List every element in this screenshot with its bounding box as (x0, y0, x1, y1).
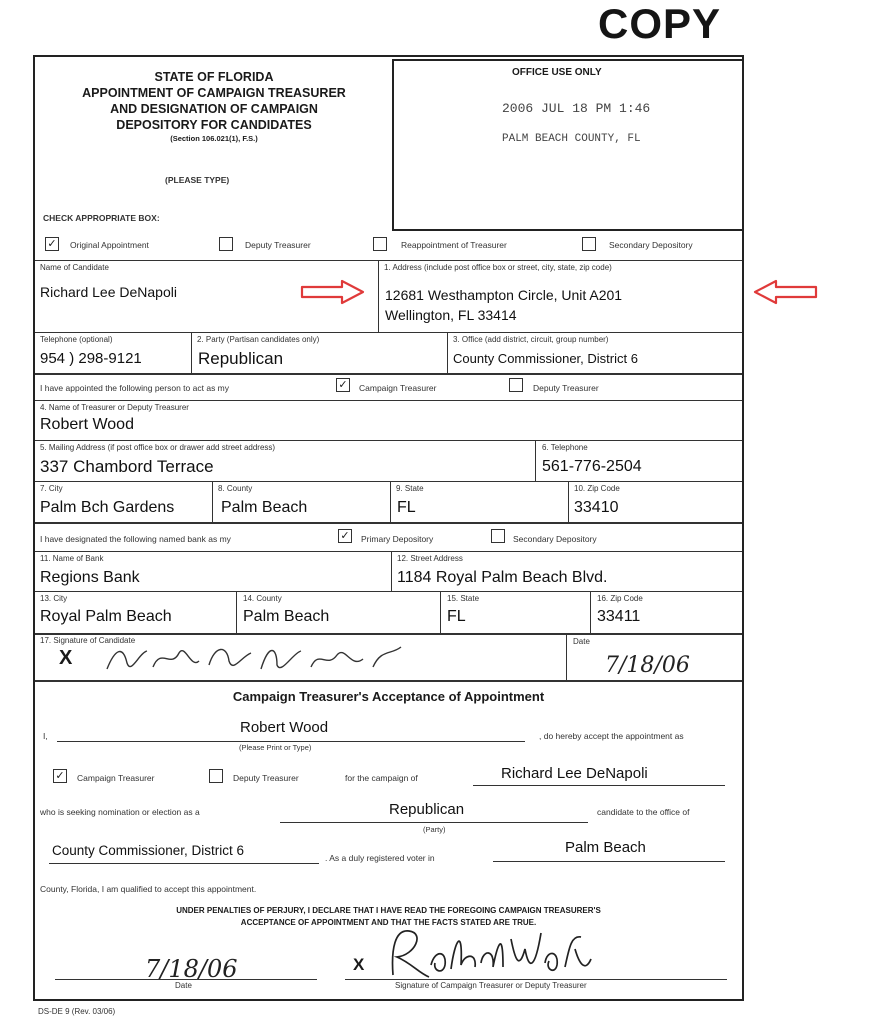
copy-stamp: COPY (598, 0, 722, 47)
acceptance-campaign-label: Campaign Treasurer (77, 773, 155, 783)
bank-city-label: 13. City (40, 594, 68, 603)
treasurer-signature-date[interactable]: 7/18/06 (145, 955, 238, 983)
voter-text: . As a duly registered voter in (325, 853, 435, 863)
treasurer-name-label: 4. Name of Treasurer or Deputy Treasurer (40, 403, 189, 412)
candidate-signature-label: 17. Signature of Candidate (40, 636, 136, 645)
form-title (39, 69, 389, 145)
please-type-note: (PLEASE TYPE) (165, 175, 230, 185)
treasurer-name[interactable]: Robert Wood (40, 416, 134, 433)
treasurer-state[interactable]: FL (397, 499, 416, 516)
treasurer-county[interactable]: Palm Beach (221, 499, 308, 516)
acceptance-deputy-checkbox[interactable] (209, 769, 223, 783)
campaign-treasurer-checkbox[interactable]: ✓ (336, 378, 350, 392)
treasurer-city-label: 7. City (40, 484, 63, 493)
reappointment-label: Reappointment of Treasurer (401, 240, 507, 250)
acceptance-title: Campaign Treasurer's Acceptance of Appointment (232, 689, 545, 704)
candidate-phone-label: Telephone (optional) (40, 335, 113, 344)
accept-text: , do hereby accept the appointment as (539, 731, 684, 741)
treasurer-city[interactable]: Palm Bch Gardens (40, 499, 175, 516)
candidate-office-text: candidate to the office of (597, 807, 690, 817)
print-hint: (Please Print or Type) (239, 743, 312, 752)
received-stamp-county: PALM BEACH COUNTY, FL (502, 133, 641, 145)
perjury-line: ACCEPTANCE OF APPOINTMENT AND THAT THE FACTS STATED ARE TRUE. (240, 918, 537, 927)
signature-date-label: Date (573, 637, 590, 646)
deputy-treasurer-checkbox[interactable] (219, 237, 233, 251)
treasurer-zip-label: 10. Zip Code (574, 484, 620, 493)
for-campaign-text: for the campaign of (345, 773, 418, 783)
treasurer-x-mark: X (353, 955, 365, 974)
deputy-treasurer-label: Deputy Treasurer (245, 240, 311, 250)
candidate-address-line1[interactable]: 12681 Westhampton Circle, Unit A201 (385, 287, 623, 303)
reappointment-checkbox[interactable] (373, 237, 387, 251)
treasurer-zip[interactable]: 33410 (574, 499, 619, 516)
bank-city[interactable]: Royal Palm Beach (40, 608, 172, 625)
county-qualified-text: County, Florida, I am qualified to accept this appointment. (40, 884, 257, 894)
acceptance-campaign-checkbox[interactable]: ✓ (53, 769, 67, 783)
bank-county[interactable]: Palm Beach (243, 608, 330, 625)
bank-state-label: 15. State (447, 594, 480, 603)
treasurer-county-label: 8. County (218, 484, 253, 493)
campaign-treasurer-label: Campaign Treasurer (359, 383, 437, 393)
appointment-form (33, 55, 744, 1001)
office-sought[interactable]: County Commissioner, District 6 (453, 351, 638, 366)
acceptance-office[interactable]: County Commissioner, District 6 (52, 843, 245, 858)
primary-depository-label: Primary Depository (361, 534, 434, 544)
treasurer-phone[interactable]: 561-776-2504 (542, 458, 642, 475)
acceptance-i-label: I, (43, 731, 48, 741)
title-line: AND DESIGNATION OF CAMPAIGN (110, 102, 318, 116)
treasurer-role-intro: I have appointed the following person to act as my (40, 383, 230, 393)
party-hint: (Party) (423, 825, 446, 834)
candidate-address-label: 1. Address (include post office box or street, city, state, zip code) (384, 263, 612, 272)
secondary-depository-role-label: Secondary Depository (513, 534, 597, 544)
acceptance-name[interactable]: Robert Wood (240, 719, 329, 736)
title-line: APPOINTMENT OF CAMPAIGN TREASURER (82, 86, 346, 100)
bank-name-label: 11. Name of Bank (40, 554, 104, 563)
acceptance-deputy-label: Deputy Treasurer (233, 773, 299, 783)
treasurer-signature (385, 919, 595, 985)
deputy-role-checkbox[interactable] (509, 378, 523, 392)
seeking-text: who is seeking nomination or election as a (40, 807, 200, 817)
acceptance-county[interactable]: Palm Beach (565, 839, 646, 856)
mailing-address-label: 5. Mailing Address (if post office box or drawer add street address) (40, 443, 276, 452)
secondary-depository-label: Secondary Depository (609, 240, 693, 250)
party-label: 2. Party (Partisan candidates only) (197, 335, 320, 344)
title-line: STATE OF FLORIDA (154, 70, 274, 84)
perjury-line: UNDER PENALTIES OF PERJURY, I DECLARE THAT I HAVE READ THE FOREGOING CAMPAIGN TREASURER'S (176, 906, 601, 915)
candidate-party[interactable]: Republican (198, 349, 284, 368)
secondary-depository-checkbox[interactable] (582, 237, 596, 251)
candidate-name-label: Name of Candidate (40, 263, 109, 272)
depository-intro: I have designated the following named bank as my (40, 534, 231, 544)
bank-street-label: 12. Street Address (397, 554, 463, 563)
treasurer-date-label: Date (175, 981, 192, 990)
bank-county-label: 14. County (243, 594, 282, 603)
check-box-label: CHECK APPROPRIATE BOX: (43, 213, 160, 223)
treasurer-signature-label: Signature of Campaign Treasurer or Deputy Treasurer (395, 981, 587, 990)
arrow-left-icon (752, 279, 818, 305)
office-sought-label: 3. Office (add district, circuit, group number) (453, 335, 609, 344)
original-appointment-checkbox[interactable]: ✓ (45, 237, 59, 251)
treasurer-mailing-address[interactable]: 337 Chambord Terrace (40, 457, 214, 476)
bank-street[interactable]: 1184 Royal Palm Beach Blvd. (397, 569, 608, 586)
office-use-label: OFFICE USE ONLY (512, 67, 602, 78)
acceptance-party[interactable]: Republican (389, 801, 465, 818)
primary-depository-checkbox[interactable]: ✓ (338, 529, 352, 543)
title-line: DEPOSITORY FOR CANDIDATES (116, 118, 312, 132)
received-stamp-date: 2006 JUL 18 PM 1:46 (502, 101, 651, 116)
signature-date[interactable]: 7/18/06 (605, 653, 690, 678)
original-appointment-label: Original Appointment (70, 240, 149, 250)
acceptance-candidate[interactable]: Richard Lee DeNapoli (501, 765, 648, 782)
secondary-depository-role-checkbox[interactable] (491, 529, 505, 543)
bank-state[interactable]: FL (447, 608, 466, 625)
form-id: DS-DE 9 (Rev. 03/06) (38, 1007, 116, 1016)
candidate-name[interactable]: Richard Lee DeNapoli (40, 284, 177, 300)
bank-name[interactable]: Regions Bank (40, 569, 140, 586)
treasurer-state-label: 9. State (396, 484, 424, 493)
candidate-address-line2[interactable]: Wellington, FL 33414 (385, 307, 517, 323)
deputy-role-label: Deputy Treasurer (533, 383, 599, 393)
candidate-signature (101, 639, 431, 679)
signature-x-mark: X (59, 647, 73, 669)
bank-zip-label: 16. Zip Code (597, 594, 643, 603)
treasurer-phone-label: 6. Telephone (542, 443, 588, 452)
office-use-box (392, 59, 744, 231)
statute-reference: (Section 106.021(1), F.S.) (170, 134, 258, 143)
candidate-phone[interactable]: 954 ) 298-9121 (40, 350, 142, 367)
bank-zip[interactable]: 33411 (597, 608, 641, 625)
